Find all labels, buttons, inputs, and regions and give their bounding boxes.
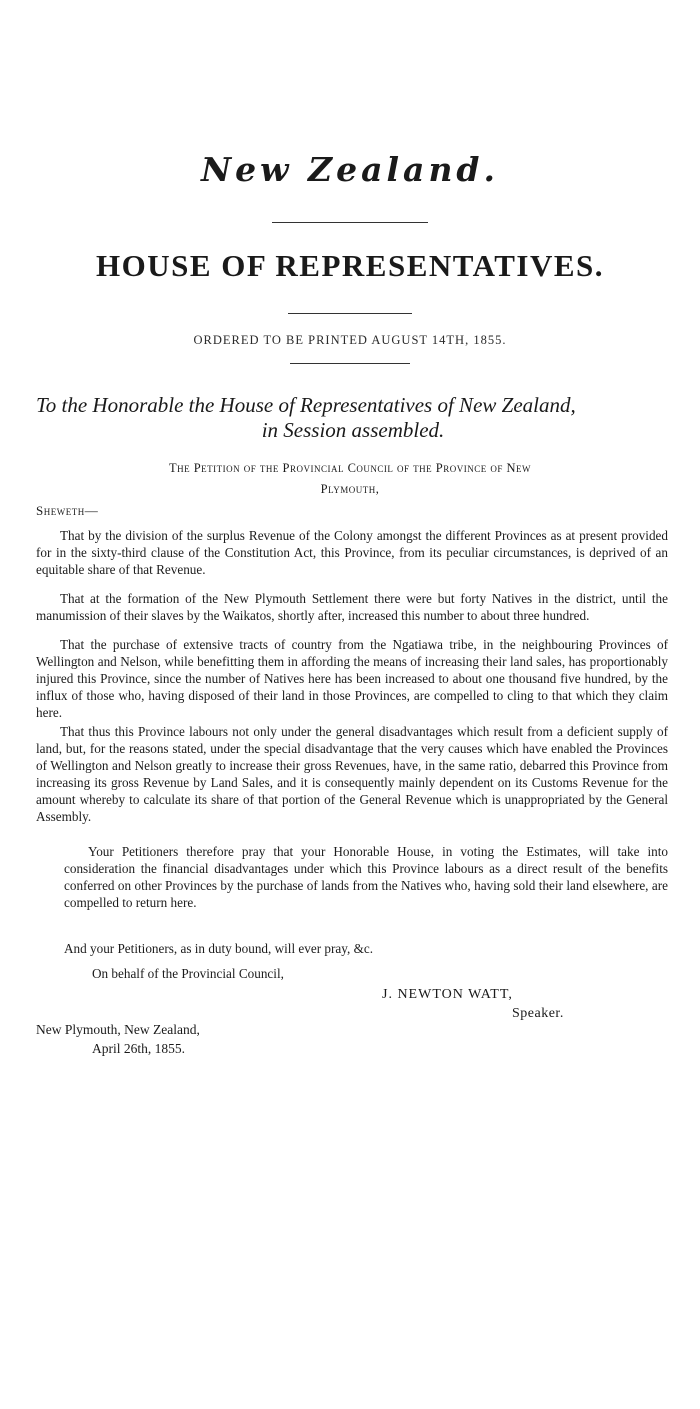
petition-heading-line-1: The Petition of the Provincial Council of the Province of New — [168, 461, 532, 475]
paragraph-4: That thus this Province labours not only under the general disadvantages which result from a deficient supply of land, but, for the reasons stated, under the special disadvantage that the very causes which have enabled the Provinces of Wellington and Nelson greatly to increase their gross Revenues, have, in the same ratio, debarred this Province from increasing its gross Revenue by Land Sales, and it is consequently mainly dependent on its Customs Revenue for the amount whereby to calculate its share of that portion of the General Revenue which is unappropriated by the General Assembly. — [36, 724, 668, 824]
address-line-1: To the Honorable the House of Representatives of New Zealand, — [36, 393, 576, 417]
paragraph-2: That at the formation of the New Plymouth Settlement there were but forty Natives in the district, until the manumission of their slaves by the Waikatos, shortly after, increased this number to about three hundred. — [36, 591, 668, 623]
ordered-to-print-line: ORDERED TO BE PRINTED AUGUST 14TH, 1855. — [193, 333, 507, 347]
paragraph-1: That by the division of the surplus Revenue of the Colony amongst the different Provinces as at present provided for in the sixty-third clause of the Constitution Act, this Province, from its peculiar circumstances, is deprived of an equitable share of that Revenue. — [36, 528, 668, 577]
address-heading — [36, 393, 670, 443]
address-line-2: in Session assembled. — [261, 418, 445, 442]
date-line: April 26th, 1855. — [92, 1041, 185, 1056]
duty-line: And your Petitioners, as in duty bound, will ever pray, &c. — [64, 941, 373, 956]
masthead-title: New Zealand. — [201, 150, 499, 189]
sheweth-label: Sheweth— — [36, 503, 99, 518]
petition-heading — [40, 458, 660, 500]
signatory-title: Speaker. — [512, 1006, 564, 1021]
divider-rule — [290, 363, 410, 364]
behalf-line: On behalf of the Provincial Council, — [92, 966, 284, 981]
paragraph-3: That the purchase of extensive tracts of country from the Ngatiawa tribe, in the neighbouring Provinces of Wellington and Nelson, while benefitting them in affording the means of increasing their land sales, has proportionably injured this Province, since the number of Natives here has been increased to about one thousand five hundred, by the influx of those who, having disposed of their land in those Provinces, are compelled to cling to that which they claim here. — [36, 637, 668, 720]
divider-rule — [272, 222, 428, 223]
signatory-name: J. NEWTON WATT, — [382, 987, 513, 1002]
petition-heading-line-2: Plymouth, — [320, 482, 380, 496]
prayer-paragraph: Your Petitioners therefore pray that your Honorable House, in voting the Estimates, will take into consideration the financial disadvantages under which this Province labours as a direct result of the benefits conferred on other Provinces by the purchase of lands from the Natives who, having sold their land elsewhere, are compelled to return here. — [64, 844, 668, 910]
page-title: HOUSE OF REPRESENTATIVES. — [95, 248, 605, 283]
divider-rule — [288, 313, 412, 314]
place-line: New Plymouth, New Zealand, — [36, 1022, 200, 1037]
